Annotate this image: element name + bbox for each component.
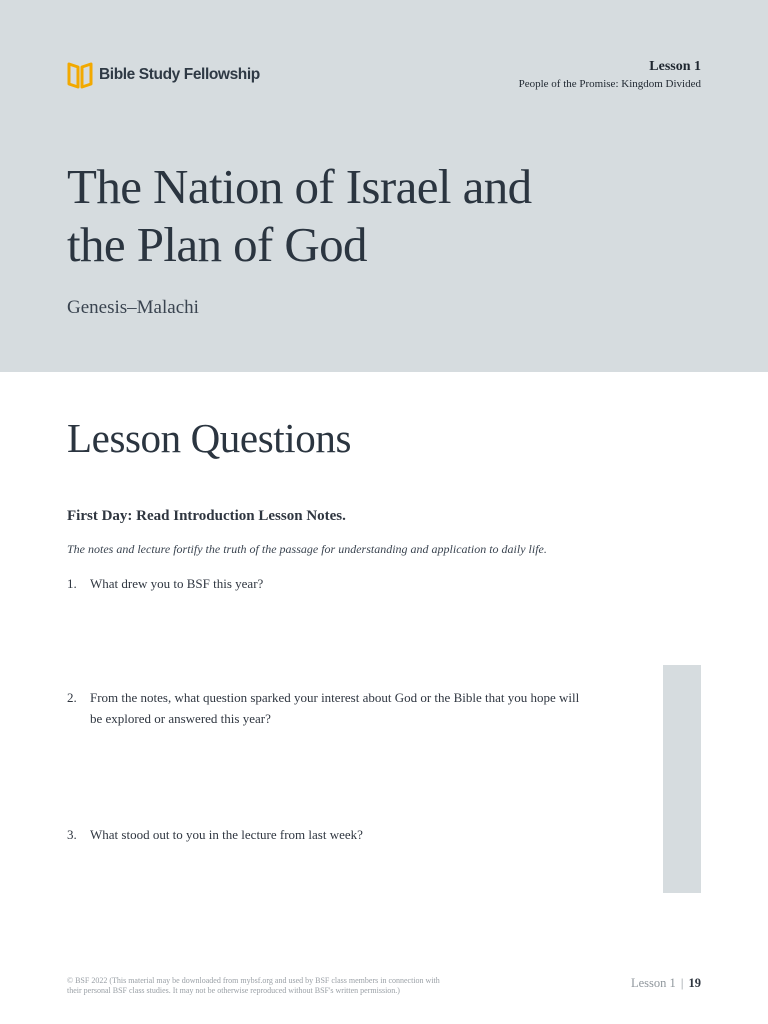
- question-text: What stood out to you in the lecture from last week?: [90, 827, 363, 842]
- brand-name: Bible Study Fellowship: [99, 66, 260, 83]
- lesson-number: Lesson 1: [649, 59, 701, 74]
- copyright-notice: © BSF 2022 (This material may be downloaded from mybsf.org and used by BSF class members in connection with their personal BSF class studies. It may not be otherwise reproduced without BSF's written permission.): [67, 976, 440, 995]
- footer-separator: |: [680, 976, 684, 990]
- question-number: 3.: [67, 827, 77, 842]
- side-accent-bar: [663, 665, 701, 893]
- day-intro: The notes and lecture fortify the truth of the passage for understanding and application to daily life.: [67, 542, 547, 556]
- question-text: From the notes, what question sparked your interest about God or the Bible that you hope will be explored or answered this year?: [90, 690, 580, 726]
- day-heading: First Day: Read Introduction Lesson Notes.: [67, 508, 346, 524]
- question-item: [67, 573, 587, 594]
- question-item: [67, 824, 587, 845]
- lesson-header-band: [0, 0, 768, 372]
- lesson-meta: [519, 58, 701, 92]
- page-number: 19: [688, 976, 701, 990]
- lesson-title-line-2: the Plan of God: [67, 217, 367, 272]
- scripture-range: Genesis–Malachi: [67, 297, 199, 318]
- brand-logo[interactable]: [67, 60, 260, 90]
- study-name: People of the Promise: Kingdom Divided: [518, 78, 701, 90]
- open-book-icon: [67, 60, 93, 90]
- question-item: [67, 687, 587, 729]
- footer-lesson-label: Lesson 1: [630, 976, 676, 990]
- question-number: 1.: [67, 576, 77, 591]
- lesson-title: [67, 158, 627, 274]
- section-heading: Lesson Questions: [67, 415, 352, 461]
- lesson-title-line-1: The Nation of Israel and: [67, 159, 532, 214]
- question-text: What drew you to BSF this year?: [90, 576, 264, 591]
- page-footer: [631, 976, 701, 991]
- question-number: 2.: [67, 690, 77, 705]
